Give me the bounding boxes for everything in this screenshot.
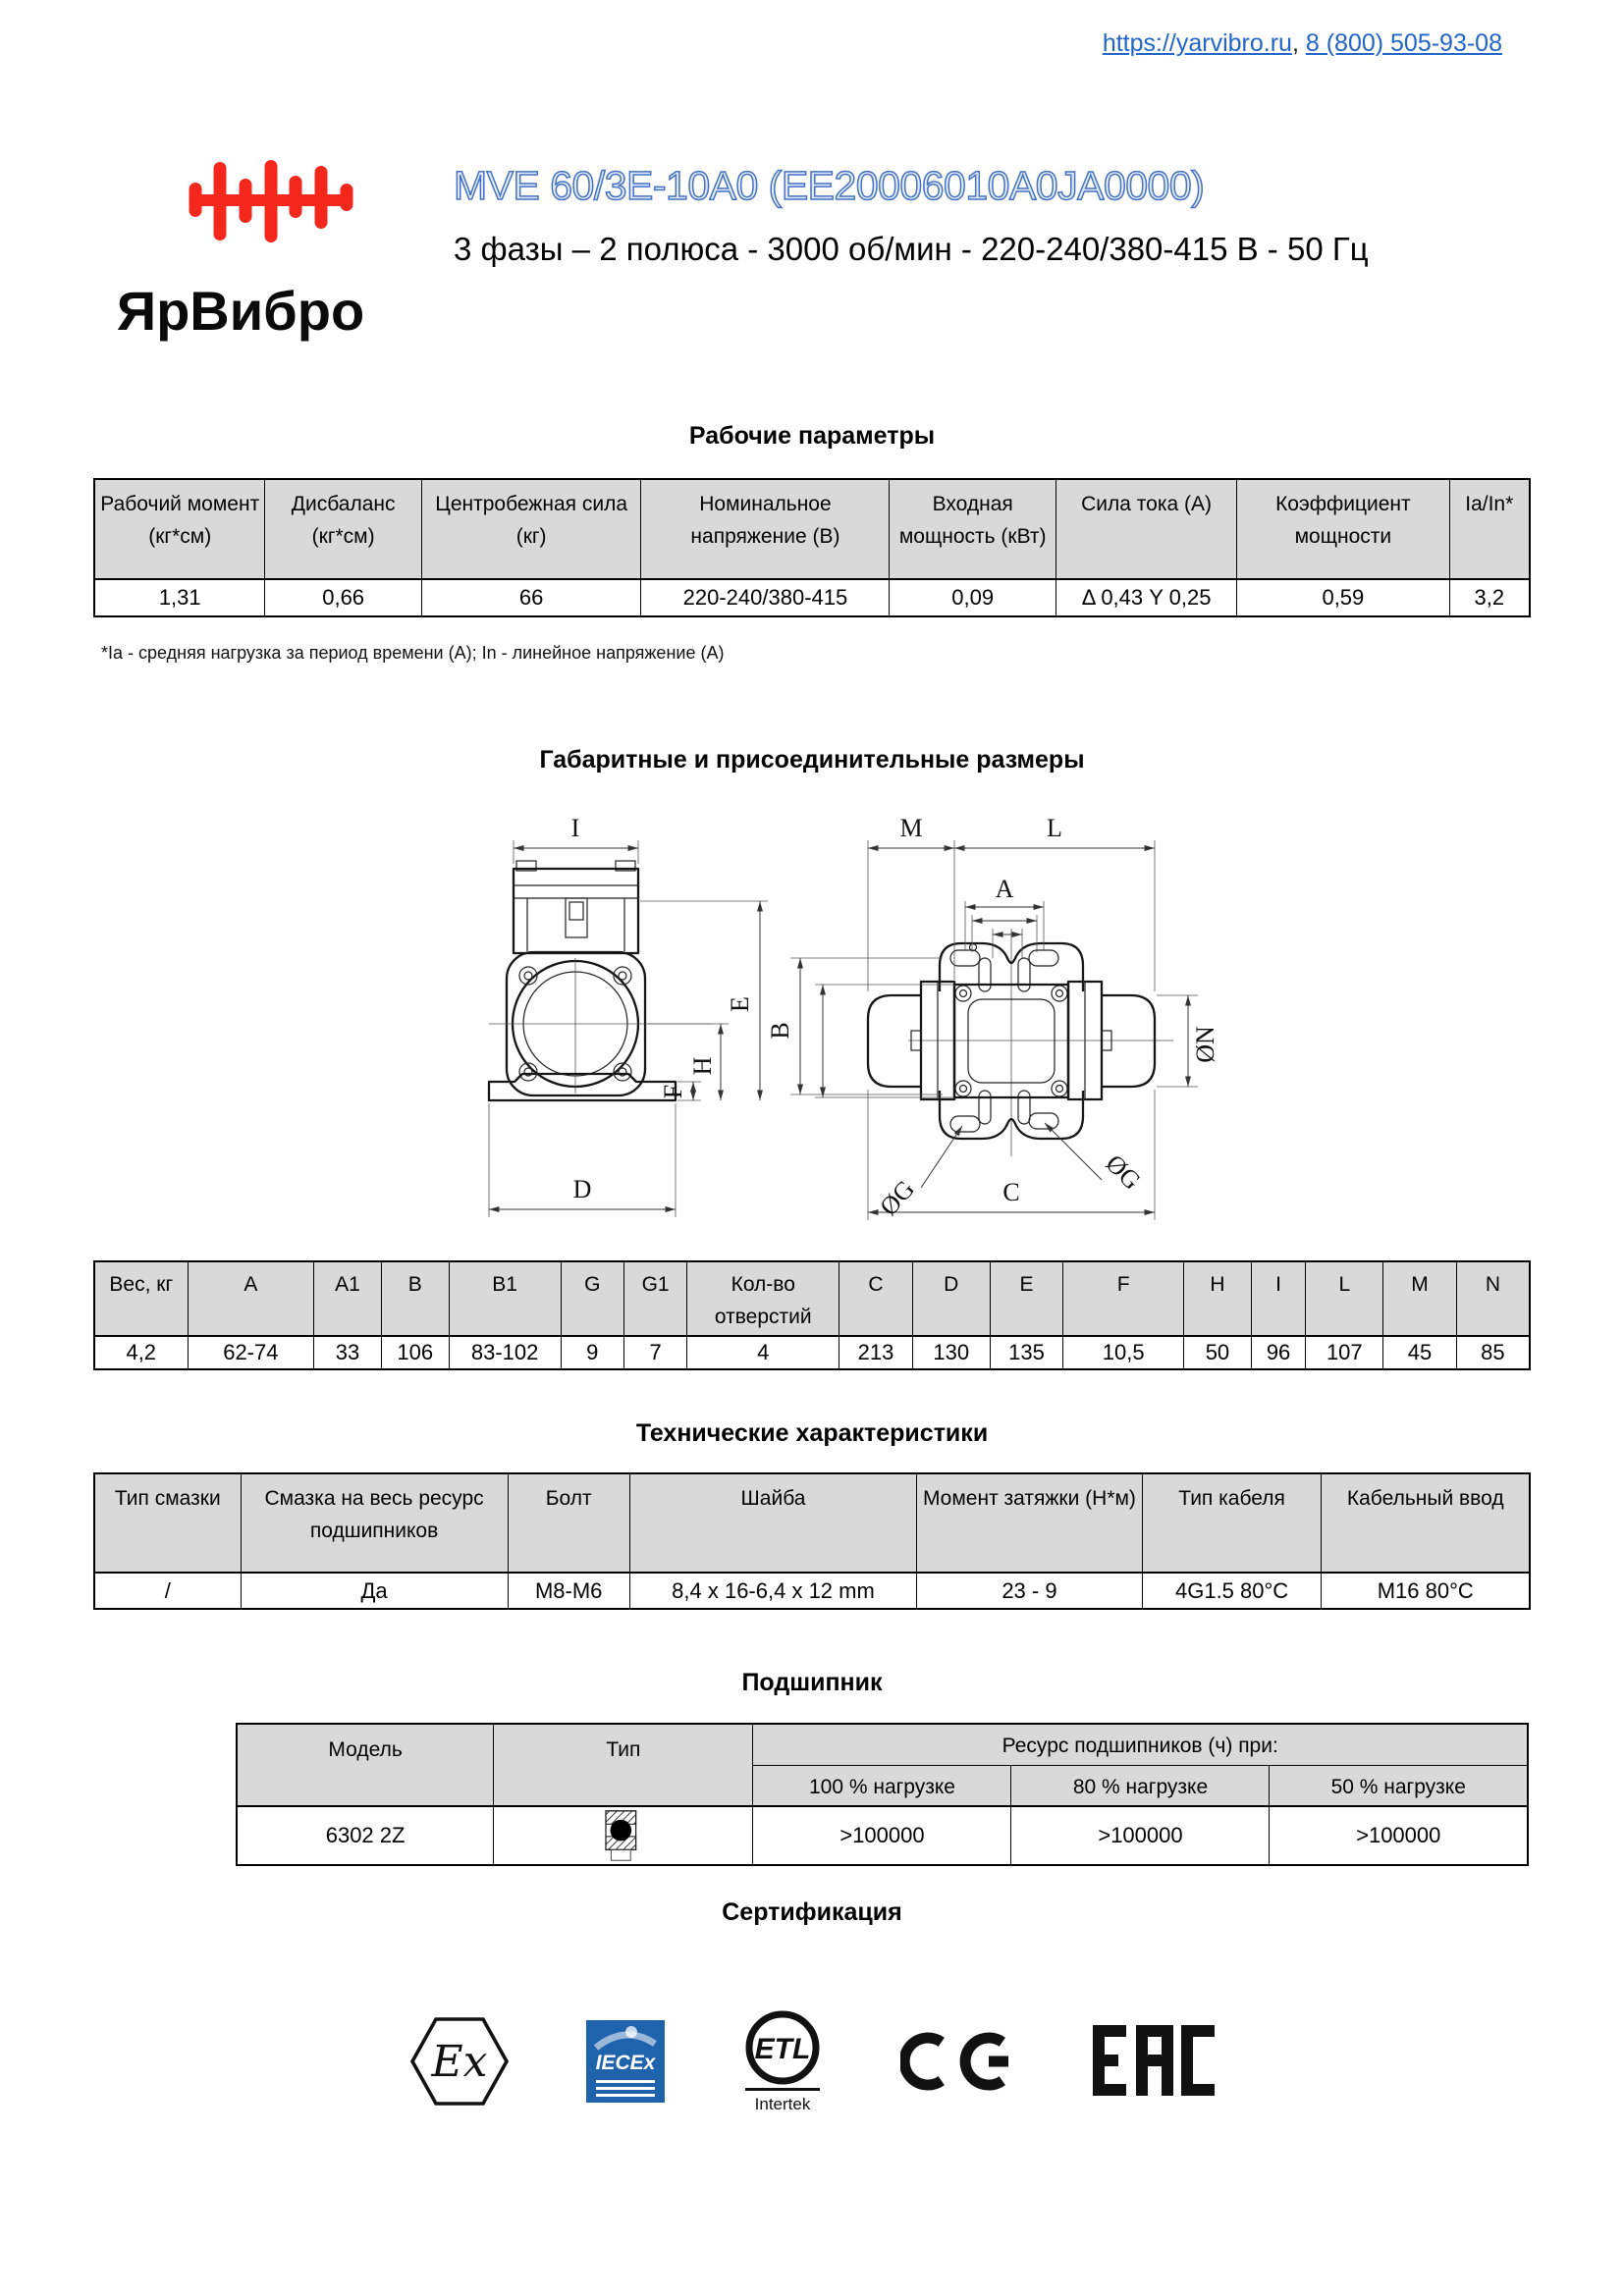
etl-intertek-icon bbox=[741, 2008, 824, 2114]
tech-value: / bbox=[94, 1573, 241, 1609]
dim-value: 9 bbox=[561, 1336, 623, 1369]
product-title: MVE 60/3E-10A0 (EE20006010A0JA0000) bbox=[454, 163, 1205, 208]
bearing-life-100: >100000 bbox=[753, 1806, 1011, 1865]
dim-col-header: D bbox=[912, 1261, 990, 1336]
dim-col-header: M bbox=[1383, 1261, 1457, 1336]
dim-label-f: F bbox=[659, 1084, 687, 1099]
dim-col-header: C bbox=[839, 1261, 913, 1336]
top-view bbox=[766, 814, 1219, 1221]
tech-col-header: Шайба bbox=[629, 1473, 916, 1573]
dim-label-e: E bbox=[726, 996, 754, 1012]
dim-col-header: B bbox=[381, 1261, 449, 1336]
dim-value: 33 bbox=[314, 1336, 382, 1369]
op-col-header: Коэффициент мощности bbox=[1237, 479, 1449, 579]
dim-value: 7 bbox=[623, 1336, 686, 1369]
yarvibro-waveform-icon bbox=[187, 157, 355, 245]
iecex-icon bbox=[586, 2020, 665, 2103]
bearing-col-resource: Ресурс подшипников (ч) при: bbox=[753, 1724, 1528, 1765]
dim-value: 83-102 bbox=[449, 1336, 561, 1369]
bearing-subcol-80: 80 % нагрузке bbox=[1011, 1765, 1270, 1806]
operating-params-heading: Рабочие параметры bbox=[688, 422, 936, 450]
op-value: 0,66 bbox=[265, 579, 421, 616]
svg-text:Intertek: Intertek bbox=[754, 2095, 811, 2113]
tech-value: M8-M6 bbox=[508, 1573, 629, 1609]
title-block bbox=[454, 163, 1534, 268]
dim-col-header: L bbox=[1306, 1261, 1383, 1336]
tech-specs-table bbox=[93, 1472, 1531, 1610]
bearing-life-80: >100000 bbox=[1011, 1806, 1270, 1865]
tech-value: 8,4 x 16-6,4 x 12 mm bbox=[629, 1573, 916, 1609]
op-value: 0,59 bbox=[1237, 579, 1449, 616]
dim-col-header: Кол-во отверстий bbox=[687, 1261, 839, 1336]
tech-col-header: Болт bbox=[508, 1473, 629, 1573]
dim-label-l: L bbox=[1047, 814, 1062, 842]
bearing-subcol-50: 50 % нагрузке bbox=[1270, 1765, 1528, 1806]
dim-col-header: Вес, кг bbox=[94, 1261, 188, 1336]
op-col-header: Дисбаланс (кг*см) bbox=[265, 479, 421, 579]
dim-value: 4,2 bbox=[94, 1336, 188, 1369]
svg-text:ETL: ETL bbox=[754, 2033, 811, 2065]
op-col-header: Номинальное напряжение (В) bbox=[641, 479, 890, 579]
tech-col-header: Тип кабеля bbox=[1142, 1473, 1322, 1573]
operating-values-row bbox=[94, 579, 1530, 616]
op-value: 220-240/380-415 bbox=[641, 579, 890, 616]
atex-ex-icon bbox=[409, 2015, 510, 2108]
op-value: 66 bbox=[421, 579, 641, 616]
dim-col-header: G bbox=[561, 1261, 623, 1336]
dim-label-a: A bbox=[995, 875, 1014, 903]
tech-values-row bbox=[94, 1573, 1530, 1609]
bearing-life-50: >100000 bbox=[1270, 1806, 1528, 1865]
product-subtitle: 3 фазы – 2 полюса - 3000 об/мин - 220-240/380-415 В - 50 Гц bbox=[454, 231, 1369, 267]
operating-header-row bbox=[94, 479, 1530, 579]
link-separator: , bbox=[1291, 29, 1306, 57]
dim-value: 62-74 bbox=[188, 1336, 314, 1369]
bearing-table bbox=[236, 1723, 1529, 1866]
dim-col-header: A1 bbox=[314, 1261, 382, 1336]
op-col-header: Ia/In* bbox=[1449, 479, 1530, 579]
bearing-heading: Подшипник bbox=[741, 1669, 883, 1696]
bearing-header-row-1 bbox=[237, 1724, 1528, 1765]
tech-value: 23 - 9 bbox=[917, 1573, 1143, 1609]
dim-value: 107 bbox=[1306, 1336, 1383, 1369]
tech-col-header: Смазка на весь ресурс подшипников bbox=[241, 1473, 508, 1573]
tech-col-header: Кабельный ввод bbox=[1322, 1473, 1530, 1573]
dim-label-i: I bbox=[570, 814, 580, 842]
dim-label-b: B bbox=[766, 1022, 794, 1040]
dim-value: 45 bbox=[1383, 1336, 1457, 1369]
dim-value: 4 bbox=[687, 1336, 839, 1369]
op-col-header: Сила тока (А) bbox=[1056, 479, 1236, 579]
op-col-header: Рабочий момент (кг*см) bbox=[94, 479, 265, 579]
tech-value: Да bbox=[241, 1573, 508, 1609]
tech-specs-heading: Технические характеристики bbox=[635, 1419, 989, 1447]
bearing-section-icon bbox=[603, 1809, 644, 1862]
dim-label-c: C bbox=[1002, 1178, 1020, 1206]
bearing-model: 6302 2Z bbox=[237, 1806, 494, 1865]
dimensions-table bbox=[93, 1260, 1531, 1370]
dim-value: 10,5 bbox=[1063, 1336, 1184, 1369]
dim-value: 50 bbox=[1184, 1336, 1252, 1369]
bearing-values-row bbox=[237, 1806, 1528, 1865]
tech-header-row bbox=[94, 1473, 1530, 1573]
operating-footnote: *Ia - средняя нагрузка за период времени (А); In - линейное напряжение (А) bbox=[101, 643, 725, 663]
op-value: 1,31 bbox=[94, 579, 265, 616]
dim-value: 130 bbox=[912, 1336, 990, 1369]
site-link[interactable]: https://yarvibro.ru bbox=[1102, 29, 1292, 57]
dim-value: 213 bbox=[839, 1336, 913, 1369]
dim-label-h: H bbox=[688, 1056, 717, 1076]
eac-mark-icon bbox=[1093, 2025, 1215, 2098]
op-col-header: Центробежная сила (кг) bbox=[421, 479, 641, 579]
certification-heading: Сертификация bbox=[722, 1898, 902, 1926]
dim-value: 85 bbox=[1456, 1336, 1530, 1369]
certification-logos bbox=[0, 1988, 1624, 2135]
bearing-col-model: Модель bbox=[237, 1724, 494, 1806]
ce-mark-icon bbox=[900, 2030, 1016, 2093]
dim-value: 96 bbox=[1251, 1336, 1306, 1369]
bearing-col-type: Тип bbox=[494, 1724, 753, 1806]
dim-col-header: B1 bbox=[449, 1261, 561, 1336]
dim-label-d: D bbox=[572, 1175, 592, 1203]
tech-value: M16 80°C bbox=[1322, 1573, 1530, 1609]
bearing-type-cell bbox=[494, 1806, 753, 1865]
tech-col-header: Момент затяжки (Н*м) bbox=[917, 1473, 1143, 1573]
dim-label-g-right: ØG bbox=[1100, 1148, 1147, 1196]
front-view bbox=[489, 814, 768, 1217]
operating-parameters-table bbox=[93, 478, 1531, 617]
dim-col-header: H bbox=[1184, 1261, 1252, 1336]
dim-value: 135 bbox=[990, 1336, 1063, 1369]
dim-col-header: F bbox=[1063, 1261, 1184, 1336]
brand-name: ЯрВибро bbox=[116, 280, 365, 342]
dim-col-header: G1 bbox=[623, 1261, 686, 1336]
op-value: 3,2 bbox=[1449, 579, 1530, 616]
phone-link[interactable]: 8 (800) 505-93-08 bbox=[1305, 29, 1502, 57]
dim-value: 106 bbox=[381, 1336, 449, 1369]
bearing-subcol-100: 100 % нагрузке bbox=[753, 1765, 1011, 1806]
dimensions-heading: Габаритные и присоединительные размеры bbox=[539, 746, 1085, 774]
tech-col-header: Тип смазки bbox=[94, 1473, 241, 1573]
dim-col-header: I bbox=[1251, 1261, 1306, 1336]
svg-text:Ex: Ex bbox=[431, 2037, 488, 2087]
dim-label-n: ØN bbox=[1191, 1026, 1219, 1063]
svg-text:IECEx: IECEx bbox=[595, 2052, 656, 2074]
dim-label-m: M bbox=[899, 814, 923, 842]
dimensions-header-row bbox=[94, 1261, 1530, 1336]
dim-label-g-left: ØG bbox=[874, 1174, 921, 1221]
dim-col-header: E bbox=[990, 1261, 1063, 1336]
op-value: 0,09 bbox=[890, 579, 1056, 616]
header-contacts bbox=[1103, 29, 1502, 58]
dimensional-drawing bbox=[373, 803, 1257, 1240]
op-value: Δ 0,43 Y 0,25 bbox=[1056, 579, 1236, 616]
op-col-header: Входная мощность (кВт) bbox=[890, 479, 1056, 579]
dim-col-header: N bbox=[1456, 1261, 1530, 1336]
dimensions-values-row bbox=[94, 1336, 1530, 1369]
dim-col-header: A bbox=[188, 1261, 314, 1336]
tech-value: 4G1.5 80°C bbox=[1142, 1573, 1322, 1609]
